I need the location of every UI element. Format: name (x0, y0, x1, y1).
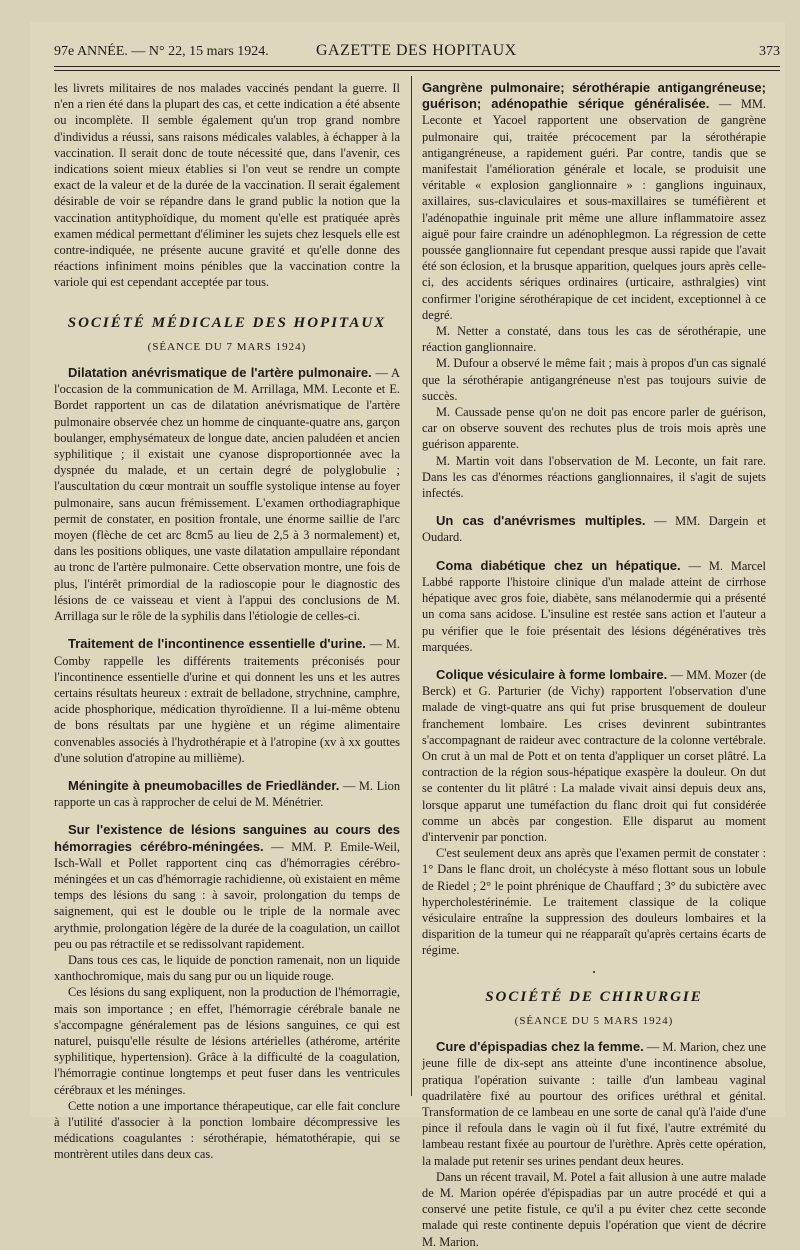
article-title: Colique vésiculaire à forme lombaire. (436, 666, 668, 682)
article-dilatation (54, 365, 400, 624)
article-body: — MM. Mozer (de Berck) et G. Parturier (de Vichy) rapportent l'observation d'une malade de vingt-quatre ans qui fut prise brusquement de douleur franchement lombaire. Les crises devinrent subintrantes s'accompagnant de raideur avec contracture de la colonne vertébrale. On crut à un mal de Pott et on tenta d'appliquer un corset plâtré. La contraction de la région sous-hépatique exaspère la douleur. On dut se contenter du lit plâtré : La malade vivait ainsi depuis deux ans, lorsque apparut une tuméfaction du flanc droit qui fut considérée comme un abcès par congestion. Elle disparut au moment d'intervenir par ponction. (422, 667, 766, 844)
article-body: — MM. Dargein et Oudard. (422, 514, 766, 545)
paragraph: M. Netter a constaté, dans tous les cas de sérothérapie, une réaction ganglionnaire. (422, 324, 766, 355)
article-title: Coma diabétique chez un hépatique. (436, 557, 681, 573)
section-title-medicale: SOCIÉTÉ MÉDICALE DES HOPITAUX (67, 314, 387, 331)
article-body: — M. Comby rappelle les différents traitements préconisés pour l'incontinence essentielle d'urine et qui donnent les uns et les autres certains résultats heureux : extrait de belladone, strychnine, camphre, acide phosphorique, médication thyroïdienne. Il a lui-même obtenu de bons résultats par une hygiène et un régime alimentaire convenables associés à l'hydrothérapie et à l'atropine (xv à xx gouttes d'une solution d'atropine au millième). (54, 637, 401, 765)
article-body: — MM. Leconte et Yacoel rapportent une observation de gangrène pulmonaire qui, traitée précocement par la sérothérapie antigangréneuse, a rapidement guéri. Par contre, tandis que se manifestait l'amélioration générale et locale, se produisit une véritable « explosion ganglionnaire » : ganglions inguinaux, axillaires, sus-claviculaires et sous-maxillaires se tuméfièrent et l'adénopathie inguinale prit même une allure inflammatoire assez aiguë pour faire craindre un adénophlegmon. La régression de cette poussée ganglionnaire fut cependant presque aussi rapide que l'avait été son éclosion, et la brusque apparition, quelques jours après celle-ci, des accidents sériques ordinaires (urticaire, asthralgies) vint confirmer l'origine sérothérapique de cet incident, exceptionnel à ce degré. (422, 97, 766, 322)
article-epispadias (422, 1039, 766, 1169)
paragraph: Dans un récent travail, M. Potel a fait allusion à une autre malade de M. Marion opérée d'épispadias par un autre procédé et qui a conservé une petite fistule, ce qu'il a pu éviter chez cette seconde malade qui reste continente depuis l'opération que vient de décrire M. Marion. (422, 1169, 766, 1249)
section-session-medicale: (SÉANCE DU 7 MARS 1924) (147, 340, 307, 353)
header-rule-top (54, 66, 780, 67)
section-title-chirurgie: SOCIÉTÉ DE CHIRURGIE (485, 988, 703, 1005)
column-divider (411, 76, 412, 1096)
article-title: Méningite à pneumobacilles de Friedländer. (68, 777, 340, 793)
paragraph: Cette notion a une importance thérapeutique, car elle fait conclure à l'utilité d'associer à la ponction lombaire décompressive les médications coagulantes : sérothérapie, hématothérapie, qui se montrèrent utiles dans deux cas. (54, 1098, 400, 1162)
paragraph: C'est seulement deux ans après que l'examen permit de constater : 1° Dans le flanc droit, un cholécyste à méso flottant sous un lobule de Riedel ; 2° le point phrénique de Chauffard ; 3° du subictère avec hypercholestérinémie. Le traitement classique de la colique vésiculaire entraîne la suppression des douleurs lombaires et la disparition de la tumeur qui ne réapparaît qu'après certains écarts de régime. (422, 846, 766, 958)
article-title: Gangrène pulmonaire; sérothérapie antigangréneuse; guérison; adénopathie sérique généralisée. (422, 80, 766, 112)
issue-info: 97e ANNÉE. — N° 22, 15 mars 1924. (54, 44, 269, 59)
page-header (54, 32, 780, 62)
paragraph: M. Caussade pense qu'on ne doit pas encore parler de guérison, car on observe souvent des rechutes plus de trois mois après une guérison apparente. (422, 405, 766, 452)
article-incontinence (54, 636, 400, 766)
article-meningite (54, 778, 400, 810)
page-number: 373 (759, 44, 780, 59)
section-session-chirurgie: (SÉANCE DU 5 MARS 1924) (514, 1014, 674, 1027)
article-anevrismes (422, 513, 766, 545)
paragraph: M. Dufour a observé le même fait ; mais à propos d'un cas signalé que la sérothérapie antigangréneuse n'est pas toujours suivie de succès. (422, 356, 766, 403)
ornament-dot: • (592, 967, 596, 977)
intro-paragraph: les livrets militaires de nos malades vaccinés pendant la guerre. Il n'en a rien été dans la plupart des cas, et cette indication a été absente ou incomplète. Il semble également qu'un trop grand nombre d'individus a réussi, sans raisons médicales valables, à échapper à la vaccination. Il serait donc de toute nécessité que, dans l'avenir, ces indications soient mieux établies si l'on veut se rendre un compte exact de la valeur et de la durée de la vaccination. Il serait également désirable de voir se répandre dans le grand public la notion que la vaccination antityphoïdique, du moment qu'elle est pratiquée après examen médical permettant d'éliminer les sujets chez lesquels elle est contre-indiquée, ne présente aucune gravité et qu'elle donne des réactions infiniment moins pénibles que la vaccination contre la variole qui est cependant acceptée par tous. (54, 81, 400, 290)
article-lesions-sanguines (54, 822, 400, 952)
article-title: Un cas d'anévrismes multiples. (436, 513, 646, 529)
article-body: — M. Marcel Labbé rapporte l'histoire clinique d'un malade atteint de cirrhose hépatique avec gros foie, diabète, sans mélanodermie qui a présenté un coma sans acidose. L'insuline est restée sans action et l'auteur a pu vérifier que le foie présentait des lésions dégénératives très marquées. (422, 558, 766, 654)
paragraph: M. Martin voit dans l'observation de M. Leconte, un fait rare. Dans les cas d'énormes réactions ganglionnaires, il s'agit de sujets infectés. (422, 453, 766, 501)
article-title: Traitement de l'incontinence essentielle d'urine. (68, 636, 366, 652)
article-colique (422, 667, 766, 845)
article-gangrene (422, 80, 766, 323)
article-title: Dilatation anévrismatique de l'artère pulmonaire. (68, 365, 372, 381)
article-coma-diabetique (422, 558, 766, 655)
article-body: — M. Lion rapporte un cas à rapprocher de celui de M. Ménétrier. (54, 778, 401, 810)
left-column (54, 80, 400, 1163)
right-column (422, 80, 766, 1250)
paragraph: Dans tous ces cas, le liquide de ponction ramenait, non un liquide xanthochromique, mais du sang pur ou un liquide rouge. (54, 952, 400, 984)
article-title: Cure d'épispadias chez la femme. (436, 1039, 644, 1055)
article-body: — A l'occasion de la communication de M. Arrillaga, MM. Leconte et E. Bordet rapportent un cas de dilatation anévrismatique de l'artère pulmonaire observée chez un homme de cinquante-quatre ans, garçon boulanger, emphysémateux de longue date, ancien paludéen et ancien syphilitique ; il existait une cyanose disproportionnée avec la dyspnée du malade, et un certain degré de polyglobulie ; l'auscultation du cœur montrait un souffle systolique intense au foyer pulmonaire, sans aucun frémissement. L'examen orthodiagraphique permit de constater, en position frontale, une énorme saillie de l'arc moyen (flèche de cet arc 8cm5 au lieu de 2,5 à 3 normalement) et, dans les positions obliques, une vaste dilatation ampullaire répondant au tronc de l'artère pulmonaire. Cette observation montre, une fois de plus, l'intérêt primordial de la radioscopie pour le diagnostic des lésions de ce vaisseau et vient à l'appui des conclusions de M. Arrillaga sur le rôle de la syphilis dans l'étiologie de celles-ci. (54, 366, 400, 624)
article-body: — MM. P. Emile-Weil, Isch-Wall et Pollet rapportent cinq cas d'hémorragies cérébro-méningées et un cas d'hémorragie rachidienne, où existaient en même temps des lésions du sang : à savoir, prolongation du temps de saignement, qui est le double ou le triple de la normale avec arythmie, prolongation légère de la durée de la coagulation, un caillot peu ou pas rétractile et se redissolvant rapidement. (54, 839, 400, 951)
article-title: Sur l'existence de lésions sanguines au cours des hémorragies cérébro-méningées. (54, 822, 400, 854)
article-body: — M. Marion, chez une jeune fille de dix-sept ans atteinte d'une incontinence absolue, pratiqua l'opération suivante : taille d'un lambeau vaginal quadrilatère fixé au pourtour des orifices uréthral et génital. Transformation de ce lambeau en une sorte de canal qu'à l'aide d'une pince il refoula dans le vagin où il fut fixé, l'autre extrémité du lambeau restant fixée au pourtour de l'urèthre. Après cette opération, la malade put retenir ses urines pendant deux heures. (422, 1040, 766, 1168)
header-rule-bottom (54, 70, 780, 71)
paragraph: Ces lésions du sang expliquent, non la production de l'hémorragie, mais son importance ; en effet, l'hémorragie cérébrale banale ne s'accompagne généralement pas de lésions sanguines, ce qui est naturel, puisqu'elle résulte de lésions artérielles (athérome, artérite syphilitique, hypertension). Grâce à la difficulté de la coagulation, l'hémorragie continue longtemps et peut fuser dans les ventricules cérébraux et les méninges. (54, 985, 400, 1097)
journal-title: GAZETTE DES HOPITAUX (316, 42, 517, 59)
